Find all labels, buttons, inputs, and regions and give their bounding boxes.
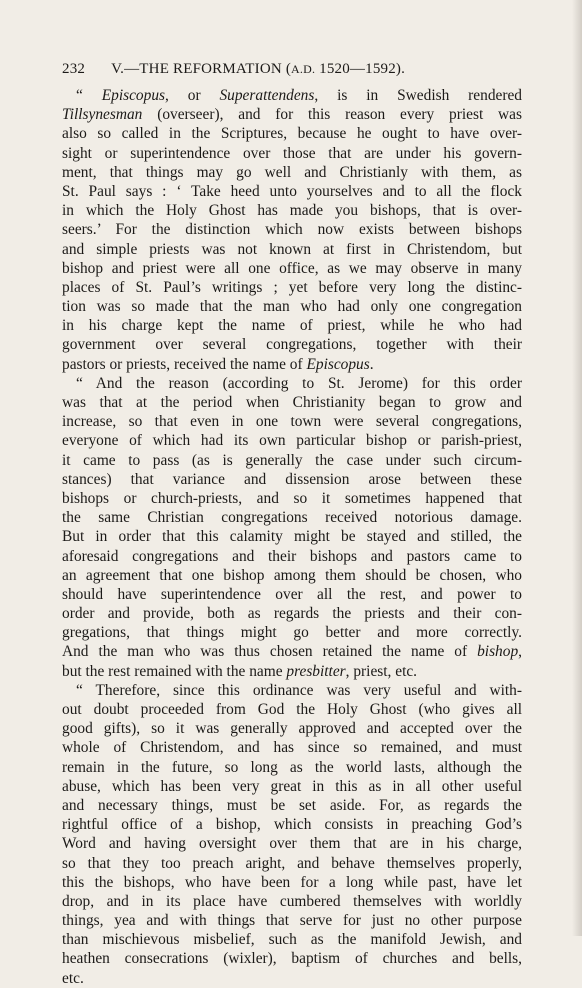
italic-term: presbitter [286, 662, 346, 680]
running-header [62, 61, 524, 78]
text-run: rightful office of a bishop, which consists in preaching God’s [62, 816, 522, 834]
text-line [62, 182, 522, 201]
text-run: (overseer), and for this reason every priest was [142, 106, 522, 124]
text-line [62, 892, 522, 911]
text-run: than mischievous misbelief, such as the manifold Jewish, and [62, 931, 522, 949]
text-line [62, 738, 522, 757]
text-run: things, yea and with things that serve for just no other purpose [62, 912, 522, 930]
text-run: But in order that this calamity might be stayed and stilled, the [62, 528, 522, 546]
text-run: heathen consecrations (wixler), baptism of churches and bells, [62, 950, 522, 968]
text-line [62, 240, 522, 259]
text-run: seers.’ For the distinction which now exists between bishops [62, 221, 522, 239]
text-line [62, 105, 522, 124]
text-run: drop, and in its place have cumbered themselves with worldly [62, 892, 522, 910]
text-run: “ Therefore, since this ordinance was very useful and with- [76, 681, 522, 699]
italic-term: bishop [477, 643, 519, 661]
text-run: And the man who was thus chosen retained the name of [62, 643, 478, 661]
italic-term: Episcopus [101, 87, 166, 104]
text-line [62, 201, 522, 220]
text-run: and simple priests was not known at first in Christendom, but [62, 240, 522, 258]
text-line [62, 144, 522, 163]
text-line [62, 527, 522, 546]
text-line [62, 489, 522, 508]
text-run: etc. [62, 969, 84, 987]
text-run: bishop and priest were all one office, as we may observe in many [62, 259, 522, 277]
text-run: , is in Swedish rendered [314, 87, 523, 104]
chapter-title-start: V.—THE REFORMATION ( [111, 61, 292, 77]
text-run: , or [165, 87, 220, 104]
text-line [62, 393, 522, 412]
text-line [62, 623, 522, 642]
text-line [62, 163, 522, 182]
text-run: whole of Christendom, and has since so remained, and must [62, 739, 522, 757]
text-line [62, 297, 522, 316]
text-run: abuse, which has been very great in this as in all other useful [62, 777, 522, 795]
text-run: in which the Holy Ghost has made you bishops, that is over- [62, 202, 522, 220]
chapter-title-era: A.D. [291, 62, 316, 76]
text-run: in his charge kept the name of priest, while he who had [62, 317, 522, 335]
body-text [62, 86, 522, 988]
text-line [62, 796, 522, 815]
text-line [62, 220, 522, 239]
text-line [62, 412, 522, 431]
text-run: increase, so that even in one town were several congregations, [62, 413, 522, 431]
text-line [62, 508, 522, 527]
text-line [62, 259, 522, 278]
text-line [62, 873, 522, 892]
text-line [62, 547, 522, 566]
text-run: also so called in the Scriptures, because he ought to have over- [62, 125, 522, 143]
text-line [62, 662, 522, 681]
text-run: St. Paul says : ‘ Take heed unto yourselves and to all the flock [62, 182, 522, 200]
text-run: bishops or church-priests, and so it sometimes happened that [62, 489, 522, 507]
text-line [62, 431, 522, 450]
text-run: tion was so made that the man who had only one congregation [62, 298, 522, 316]
text-run: sight or superintendence over those that are under his govern- [62, 144, 522, 162]
text-run: pastors or priests, received the name of [62, 355, 307, 373]
text-line [62, 278, 522, 297]
italic-term: Superattendens [219, 87, 315, 104]
chapter-title-end: 1520—1592). [315, 61, 406, 77]
text-line [62, 566, 522, 585]
text-run: this the bishops, who have been for a long while past, have let [62, 873, 522, 891]
text-run: it came to pass (as is generally the case under such circum- [62, 451, 522, 469]
text-line [62, 854, 522, 873]
text-run: , priest, etc. [345, 662, 418, 680]
text-run: the same Christian congregations received notorious damage. [62, 509, 522, 527]
page-number: 232 [62, 61, 86, 77]
text-line [62, 451, 522, 470]
text-line [62, 604, 522, 623]
text-run: places of St. Paul’s writings ; yet before very long the distinc- [62, 278, 522, 296]
italic-term: Episcopus [306, 355, 370, 373]
text-run: . [369, 355, 374, 373]
text-run: gregations, that things might go better and more correctly. [62, 624, 522, 642]
text-run: Word and having oversight over them that are in his charge, [62, 835, 522, 853]
text-line [62, 642, 522, 661]
text-line [62, 911, 522, 930]
text-line [62, 374, 522, 393]
text-line [62, 316, 522, 335]
text-run: but the rest remained with the name [62, 662, 287, 680]
text-run: an agreement that one bishop among them should be chosen, who [62, 566, 522, 584]
text-run: order and provide, both as regards the priests and their con- [62, 605, 522, 623]
text-line [62, 681, 522, 700]
text-run: out doubt proceeded from God the Holy Ghost (who gives all [62, 701, 522, 718]
text-line [62, 834, 522, 853]
text-line [62, 758, 522, 777]
text-line [62, 335, 522, 354]
text-line [62, 719, 522, 738]
text-line [62, 470, 522, 489]
text-line [62, 355, 522, 374]
text-line [62, 930, 522, 949]
text-run: so that they too preach aright, and behave themselves properly, [62, 854, 522, 872]
text-run: stances) that variance and dissension arose between these [62, 470, 522, 488]
page-edge-shadow [572, 0, 582, 936]
chapter-title [111, 61, 405, 78]
text-line [62, 815, 522, 834]
text-line [62, 777, 522, 796]
text-run: ment, that things may go well and Christianly with them, as [62, 163, 522, 181]
text-run: good gifts), so it was generally approved and accepted over the [62, 720, 522, 738]
text-line [62, 86, 522, 105]
text-run: should have superintendence over all the rest, and power to [62, 585, 522, 603]
text-run: government over several congregations, together with their [62, 336, 522, 354]
text-run: “ [76, 87, 102, 104]
text-line [62, 969, 522, 988]
text-run: remain in the future, so long as the world lasts, although the [62, 758, 522, 776]
text-line [62, 949, 522, 968]
text-run: , [518, 643, 522, 661]
text-line [62, 124, 522, 143]
text-run: “ And the reason (according to St. Jerome) for this order [76, 374, 522, 392]
italic-term: Tillsynesman [62, 106, 143, 124]
text-line [62, 700, 522, 719]
text-run: and necessary things, must be set aside. For, as regards the [62, 796, 522, 814]
text-run: was that at the period when Christianity began to grow and [62, 394, 522, 411]
text-run: everyone of which had its own particular bishop or parish-priest, [62, 432, 522, 450]
text-run: aforesaid congregations and their bishops and pastors came to [62, 547, 522, 565]
text-line [62, 585, 522, 604]
